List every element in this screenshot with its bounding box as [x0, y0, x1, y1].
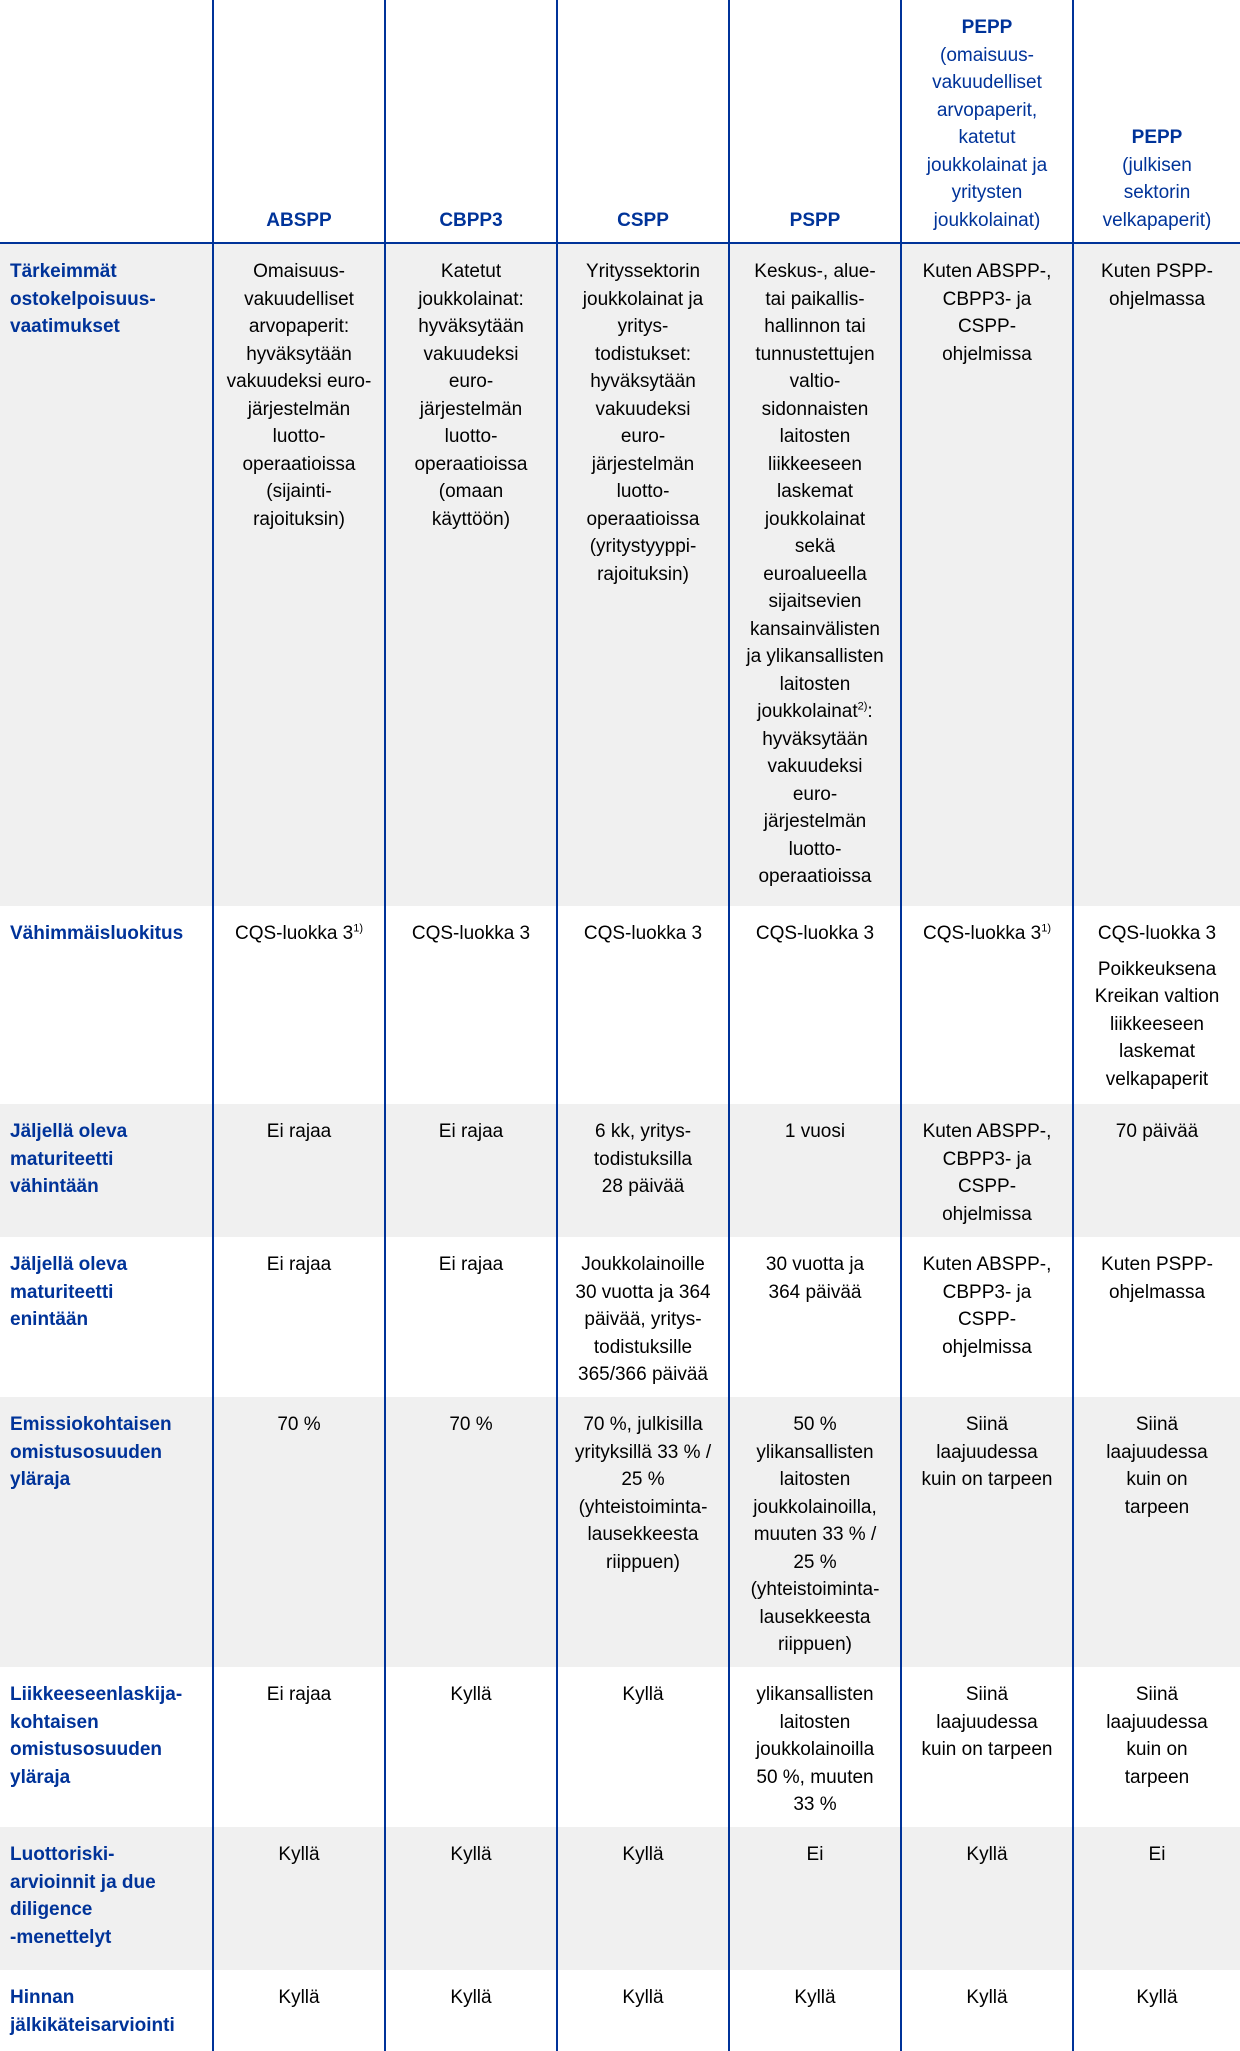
table-cell	[212, 906, 384, 1104]
table-cell	[900, 1827, 1072, 1970]
cell-text: Kuten PSPP- ohjelmassa	[1101, 261, 1213, 310]
cell-text: 70 %	[277, 1414, 321, 1435]
table-cell	[556, 1104, 728, 1237]
table-cell	[212, 1104, 384, 1237]
table-cell	[900, 1397, 1072, 1667]
column-header-name: CSPP	[617, 209, 669, 231]
cell-text: Siinä laajuudessa kuin on tarpeen	[921, 1414, 1053, 1490]
cell-text-continued: : hyväksytään vakuudeksi euro- järjestelmän luotto- operaatioissa	[758, 701, 873, 887]
cell-text: Ei rajaa	[266, 1254, 332, 1275]
table-cell	[212, 1970, 384, 2051]
cell-text: Kyllä	[450, 1844, 492, 1865]
table-cell	[556, 1827, 728, 1970]
column-header-sub: (omaisuus- vakuudelliset arvopaperit, katetut joukkolainat ja yritysten joukkolainat)	[926, 44, 1048, 231]
table-cell	[900, 1104, 1072, 1237]
table-cell	[556, 1397, 728, 1667]
cell-note: Poikkeuksena Kreikan valtion liikkeeseen laskemat velkapaperit	[1094, 958, 1220, 1090]
table-cell	[384, 244, 556, 906]
table-cell	[1072, 1237, 1240, 1397]
table-row	[0, 1667, 1240, 1827]
cell-text: Ei rajaa	[266, 1684, 332, 1705]
footnote-marker: 2)	[857, 700, 868, 713]
cell-text: Kyllä	[622, 1684, 664, 1705]
cell-text: CQS-luokka 3	[583, 923, 703, 944]
cell-text: Kyllä	[966, 1844, 1008, 1865]
header-corner	[0, 0, 212, 242]
column-header-sub: (julkisen sektorin velkapaperit)	[1102, 154, 1212, 231]
cell-text: Kuten PSPP- ohjelmassa	[1101, 1254, 1213, 1303]
cell-text: CQS-luokka 3	[1097, 923, 1217, 944]
cell-text: Yrityssektorin joukkolainat ja yritys- todistukset: hyväksytään vakuudeksi euro- järjestelmän luotto- operaatioissa (yritystyyppi- rajoituksin)	[582, 261, 704, 585]
table-cell	[1072, 1397, 1240, 1667]
table-cell	[728, 906, 900, 1104]
table-cell	[556, 1667, 728, 1827]
table-cell	[384, 906, 556, 1104]
cell-text: Ei	[806, 1844, 824, 1865]
table-cell	[384, 1970, 556, 2051]
table-cell	[1072, 244, 1240, 906]
cell-text: 50 % ylikansallisten laitosten joukkolainoilla, muuten 33 % / 25 % (yhteistoiminta- lausekkeesta riippuen)	[750, 1414, 880, 1655]
cell-text: Kyllä	[622, 1844, 664, 1865]
column-header	[1072, 0, 1240, 242]
table-row	[0, 1237, 1240, 1397]
footnote-marker: 1)	[1041, 922, 1052, 935]
column-header-name: CBPP3	[439, 209, 503, 231]
table-cell	[728, 1237, 900, 1397]
table-cell	[556, 1970, 728, 2051]
cell-text: Kyllä	[966, 1987, 1008, 2008]
cell-text: 70 %	[449, 1414, 493, 1435]
table-cell	[900, 1667, 1072, 1827]
table-cell	[384, 1104, 556, 1237]
table-cell	[900, 244, 1072, 906]
table-cell	[384, 1827, 556, 1970]
column-header	[212, 0, 384, 242]
table-cell	[1072, 1667, 1240, 1827]
cell-text: CQS-luokka 3	[922, 923, 1042, 944]
table-cell	[900, 906, 1072, 1104]
column-header-name: PEPP	[1131, 127, 1183, 148]
table-cell	[728, 1397, 900, 1667]
cell-text: ylikansallisten laitosten joukkolainoilla 50 %, muuten 33 %	[755, 1684, 875, 1815]
table-cell	[556, 1237, 728, 1397]
cell-text: CQS-luokka 3	[755, 923, 875, 944]
row-label: Tärkeimmät ostokelpoisuus- vaatimukset	[10, 261, 156, 337]
table-cell	[384, 1397, 556, 1667]
cell-text: Keskus-, alue- tai paikallis- hallinnon tai tunnustettujen valtio- sidonnaisten laitosten liikkeeseen laskemat joukkolainat sekä euroalueella sijaitsevien kansainvälisten ja ylikansallisten laitosten joukkolainat	[746, 261, 884, 722]
table-cell	[212, 1397, 384, 1667]
table-header-row	[0, 0, 1240, 244]
row-label: Jäljellä oleva maturiteetti vähintään	[10, 1121, 128, 1197]
cell-text: Siinä laajuudessa kuin on tarpeen	[1106, 1414, 1208, 1518]
row-label: Luottoriski- arvioinnit ja due diligence -menettelyt	[10, 1844, 156, 1948]
cell-text: Ei rajaa	[438, 1121, 504, 1142]
cell-text: 70 päivää	[1115, 1121, 1199, 1142]
footnote-marker: 1)	[353, 922, 364, 935]
cell-text: Kyllä	[278, 1844, 320, 1865]
table-row	[0, 1970, 1240, 2051]
cell-text: 6 kk, yritys- todistuksilla 28 päivää	[593, 1121, 693, 1197]
cell-text: Kuten ABSPP-, CBPP3- ja CSPP- ohjelmissa	[922, 261, 1052, 365]
table-cell	[728, 244, 900, 906]
row-label: Emissiokohtaisen omistusosuuden yläraja	[10, 1414, 172, 1490]
table-cell	[556, 244, 728, 906]
cell-text: Ei	[1148, 1844, 1166, 1865]
cell-text: Siinä laajuudessa kuin on tarpeen	[921, 1684, 1053, 1760]
cell-text: Kuten ABSPP-, CBPP3- ja CSPP- ohjelmissa	[922, 1254, 1052, 1358]
table-cell	[212, 1667, 384, 1827]
row-label: Vähimmäisluokitus	[10, 923, 184, 944]
column-header	[384, 0, 556, 242]
cell-text: Kyllä	[794, 1987, 836, 2008]
cell-text: Kyllä	[450, 1987, 492, 2008]
cell-text: Katetut joukkolainat: hyväksytään vakuudeksi euro- järjestelmän luotto- operaatioissa (omaan käyttöön)	[414, 261, 528, 530]
cell-text: Omaisuus- vakuudelliset arvopaperit: hyväksytään vakuudeksi euro- järjestelmän luotto- operaatioissa (sijainti- rajoituksin)	[226, 261, 372, 530]
column-header	[900, 0, 1072, 242]
table-cell	[384, 1237, 556, 1397]
table-cell	[728, 1970, 900, 2051]
table-row	[0, 1397, 1240, 1667]
table-cell	[384, 1667, 556, 1827]
cell-text: CQS-luokka 3	[411, 923, 531, 944]
cell-text: Siinä laajuudessa kuin on tarpeen	[1106, 1684, 1208, 1788]
cell-text: 30 vuotta ja 364 päivää	[765, 1254, 865, 1303]
table-cell	[728, 1104, 900, 1237]
cell-text: Ei rajaa	[438, 1254, 504, 1275]
cell-text: Kyllä	[1136, 1987, 1178, 2008]
table-cell	[900, 1237, 1072, 1397]
column-header-name: PSPP	[789, 209, 841, 231]
cell-text: 70 %, julkisilla yrityksillä 33 % / 25 % (yhteistoiminta- lausekkeesta riippuen)	[574, 1414, 712, 1573]
cell-text: Ei rajaa	[266, 1121, 332, 1142]
cell-text: CQS-luokka 3	[234, 923, 354, 944]
table-row	[0, 1104, 1240, 1237]
cell-text: Kyllä	[278, 1987, 320, 2008]
table-cell	[900, 1970, 1072, 2051]
table-cell	[1072, 906, 1240, 1104]
table-cell	[212, 1827, 384, 1970]
table-row	[0, 1827, 1240, 1970]
table-row	[0, 906, 1240, 1104]
row-label: Liikkeeseenlaskija- kohtaisen omistusosuuden yläraja	[10, 1684, 183, 1788]
row-label: Jäljellä oleva maturiteetti enintään	[10, 1254, 128, 1330]
cell-text: 1 vuosi	[784, 1121, 846, 1142]
column-header	[728, 0, 900, 242]
column-header	[556, 0, 728, 242]
table-cell	[728, 1667, 900, 1827]
table-cell	[212, 1237, 384, 1397]
table-cell	[212, 244, 384, 906]
table-cell	[556, 906, 728, 1104]
table-cell	[728, 1827, 900, 1970]
cell-text: Kyllä	[450, 1684, 492, 1705]
column-header-name: PEPP	[961, 17, 1013, 38]
table-cell	[1072, 1970, 1240, 2051]
table-cell	[1072, 1827, 1240, 1970]
cell-text: Joukkolainoille 30 vuotta ja 364 päivää, yritys- todistuksille 365/366 päivää	[575, 1254, 711, 1385]
row-label: Hinnan jälkikäteisarviointi	[10, 1987, 175, 2036]
cell-text: Kyllä	[622, 1987, 664, 2008]
cell-text: Kuten ABSPP-, CBPP3- ja CSPP- ohjelmissa	[922, 1121, 1052, 1225]
table-row	[0, 244, 1240, 906]
table-cell	[1072, 1104, 1240, 1237]
column-header-name: ABSPP	[266, 209, 332, 231]
